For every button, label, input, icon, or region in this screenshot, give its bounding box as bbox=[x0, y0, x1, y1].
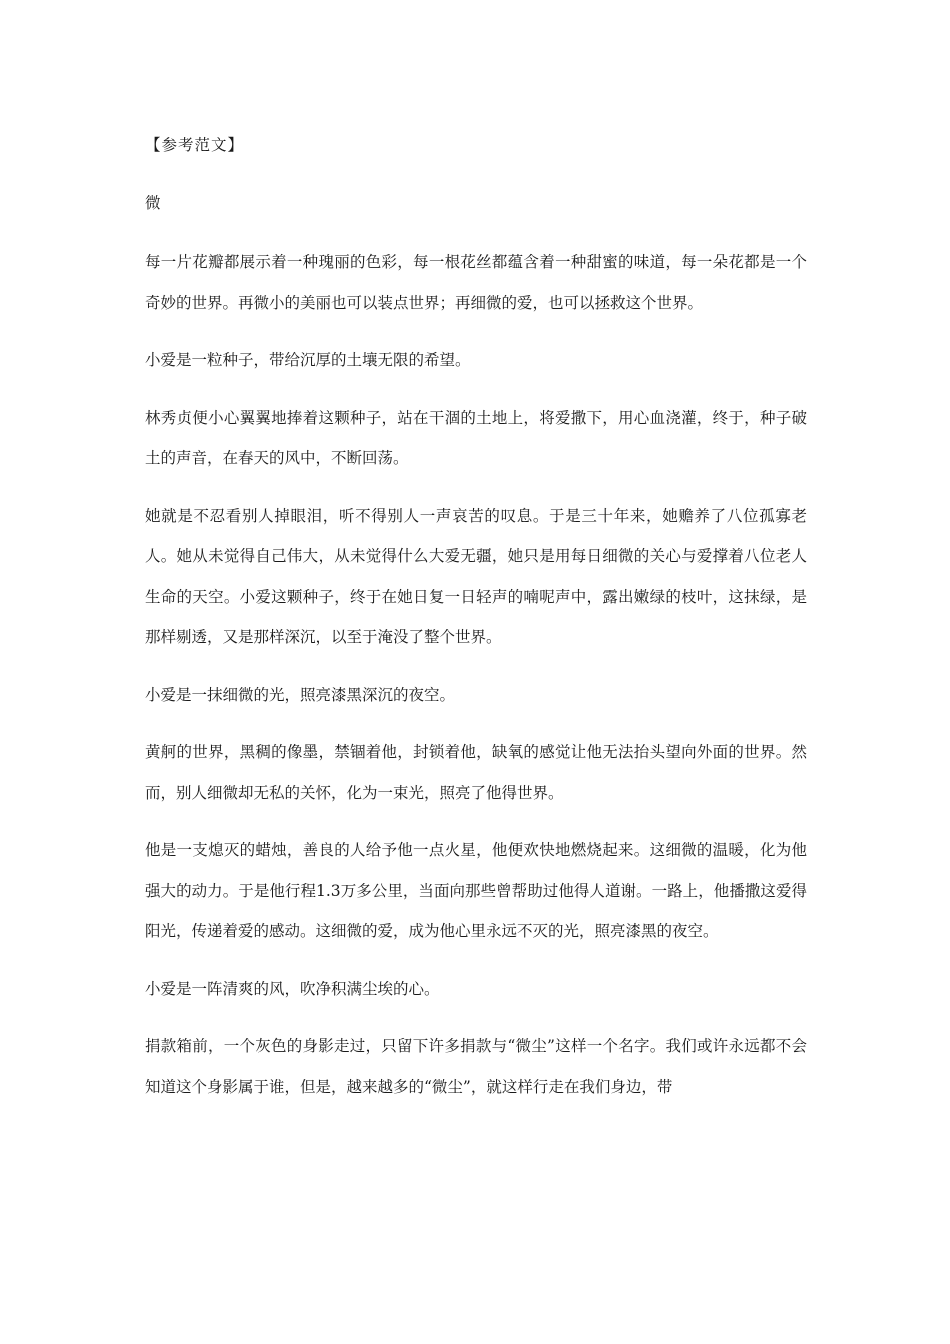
paragraph: 黄舸的世界，黑稠的像墨，禁锢着他，封锁着他，缺氧的感觉让他无法抬头望向外面的世界。然而，别人细微却无私的关怀，化为一束光，照亮了他得世界。 bbox=[145, 743, 807, 802]
paragraph: 小爱是一粒种子，带给沉厚的土壤无限的希望。 bbox=[145, 351, 471, 369]
paragraph: 捐款箱前，一个灰色的身影走过，只留下许多捐款与“微尘”这样一个名字。我们或许永远都不会知道这个身影属于谁，但是，越来越多的“微尘”，就这样行走在我们身边，带 bbox=[145, 1037, 807, 1096]
document-body bbox=[145, 125, 807, 1124]
essay-title: 微 bbox=[145, 193, 161, 212]
paragraph: 林秀贞便小心翼翼地捧着这颗种子，站在干涸的土地上，将爱撒下，用心血浇灌，终于，种子破土的声音，在春天的风中，不断回荡。 bbox=[145, 408, 807, 467]
paragraph: 小爱是一抹细微的光，照亮漆黑深沉的夜空。 bbox=[145, 685, 456, 704]
paragraph: 他是一支熄灭的蜡烛，善良的人给予他一点火星，他便欢快地燃烧起来。这细微的温暖，化为他强大的动力。于是他行程1.3万多公里，当面向那些曾帮助过他得人道谢。一路上，他播撒这爱得阳光，传递着爱的感动。这细微的爱，成为他心里永远不灭的光，照亮漆黑的夜空。 bbox=[145, 841, 807, 940]
paragraph: 每一片花瓣都展示着一种瑰丽的色彩，每一根花丝都蕴含着一种甜蜜的味道，每一朵花都是一个奇妙的世界。再微小的美丽也可以装点世界；再细微的爱，也可以拯救这个世界。 bbox=[145, 253, 807, 312]
section-heading: 【参考范文】 bbox=[145, 136, 245, 154]
paragraph: 她就是不忍看别人掉眼泪，听不得别人一声哀苦的叹息。于是三十年来，她赡养了八位孤寡老人。她从未觉得自己伟大，从未觉得什么大爱无疆，她只是用每日细微的关心与爱撑着八位老人生命的天空。小爱这颗种子，终于在她日复一日轻声的喃呢声中，露出嫩绿的枝叶，这抹绿，是那样剔透，又是那样深沉，以至于淹没了整个世界。 bbox=[145, 506, 807, 646]
paragraph: 小爱是一阵清爽的风，吹净积满尘埃的心。 bbox=[145, 979, 440, 998]
